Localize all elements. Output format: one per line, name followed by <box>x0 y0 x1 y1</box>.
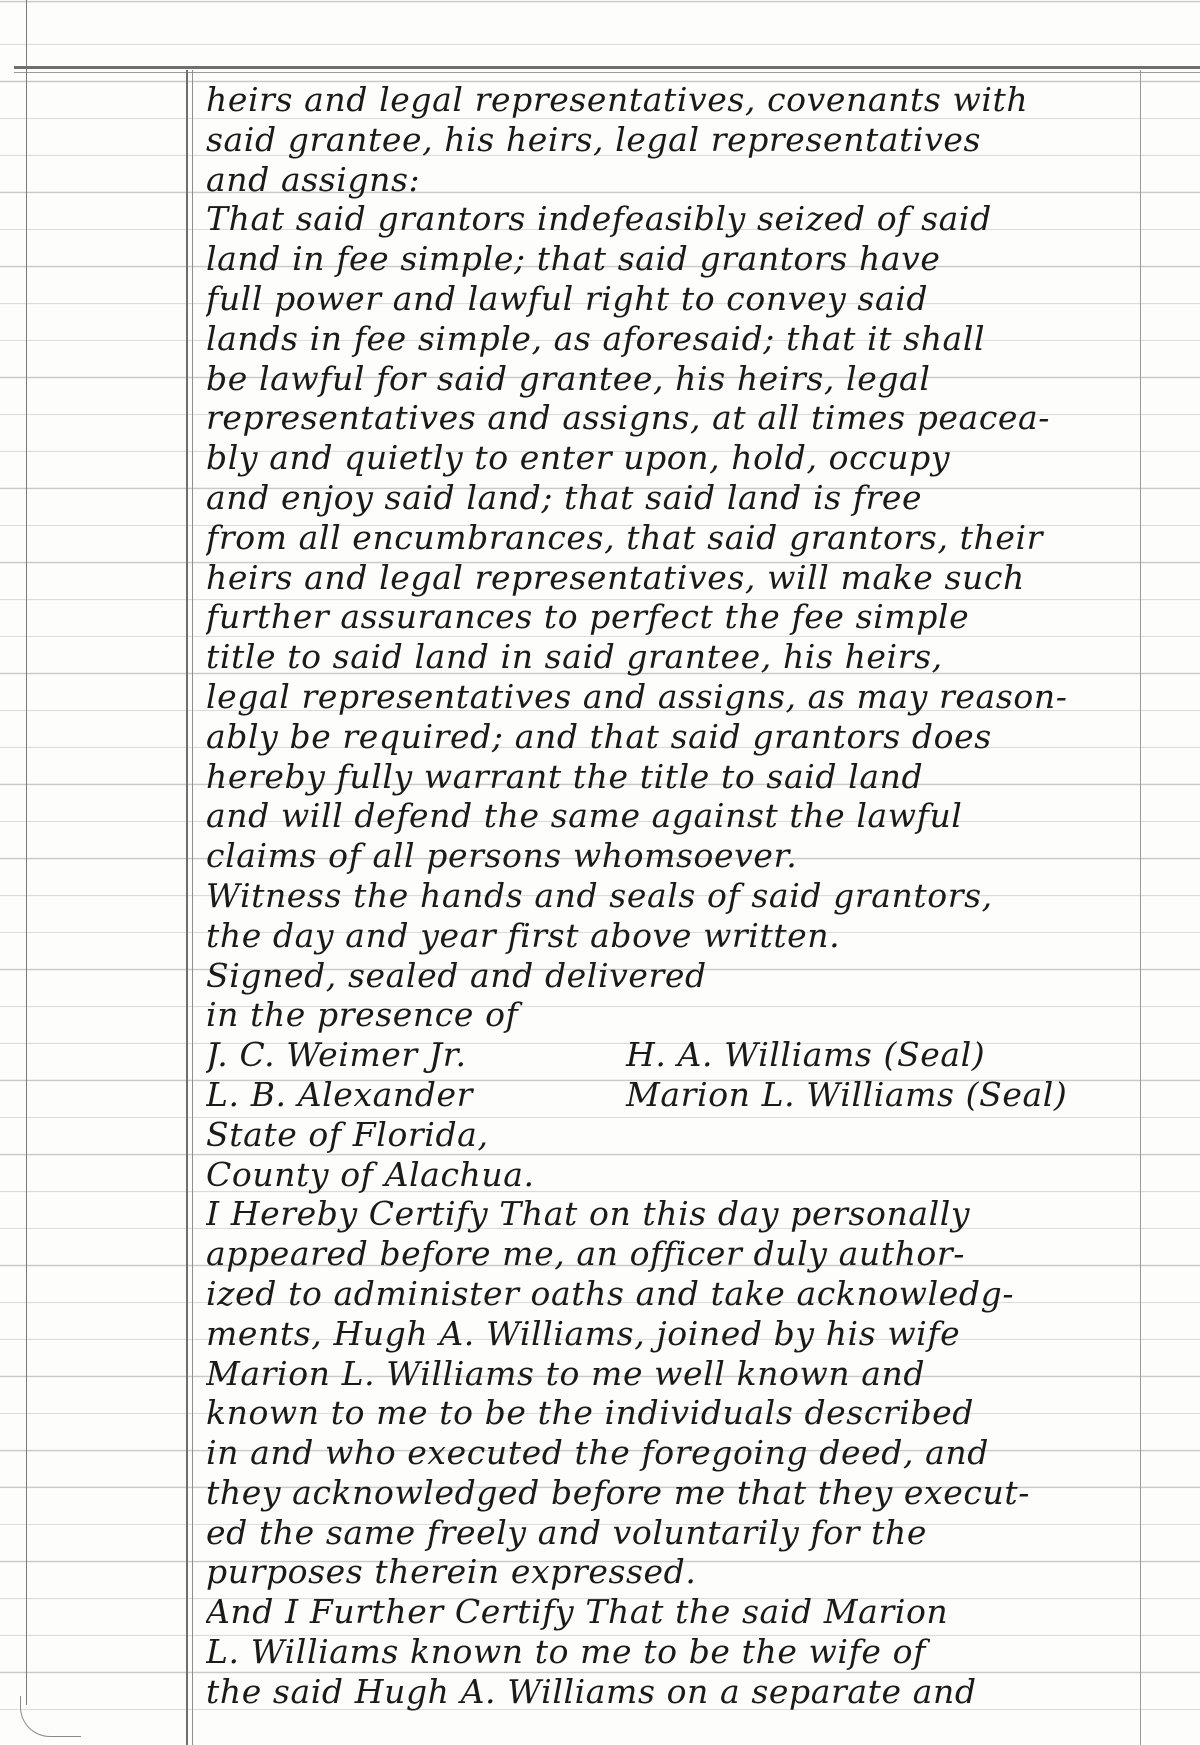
text-line: heirs and legal representatives, covenants with <box>206 80 1029 119</box>
text-line: the said Hugh A. Williams on a separate and <box>206 1671 977 1711</box>
venue-line: State of Florida, <box>206 1114 489 1154</box>
witness-signature: L. B. Alexander <box>206 1074 474 1114</box>
text-line: the day and year first above written. <box>206 915 841 955</box>
text-line: L. Williams known to me to be the wife of <box>206 1632 926 1672</box>
text-line: bly and quietly to enter upon, hold, occupy <box>206 438 951 478</box>
text-line: Marion L. Williams to me well known and <box>206 1353 926 1393</box>
signature-line <box>206 1035 1136 1075</box>
signature-line <box>206 1075 1136 1115</box>
margin-line-secondary <box>192 70 193 1745</box>
text-line: heirs and legal representatives, will make such <box>206 557 1025 597</box>
venue-line: County of Alachua. <box>206 1154 535 1194</box>
text-line: Signed, sealed and delivered <box>206 955 707 995</box>
page-left-edge <box>26 0 27 1705</box>
text-line: legal representatives and assigns, as may reason- <box>206 676 1068 716</box>
text-line: in the presence of <box>206 995 519 1035</box>
right-margin-line <box>1140 70 1141 1745</box>
text-line: hereby fully warrant the title to said land <box>206 756 924 796</box>
text-line: said grantee, his heirs, legal representatives <box>206 119 981 159</box>
text-line: Witness the hands and seals of said grantors, <box>206 875 993 915</box>
margin-line <box>186 70 188 1745</box>
text-line: purposes therein expressed. <box>206 1552 697 1592</box>
text-line: ized to administer oaths and take acknowledg- <box>206 1273 1015 1313</box>
text-line: representatives and assigns, at all times peacea- <box>206 398 1051 438</box>
text-line: title to said land in said grantee, his heirs, <box>206 637 943 677</box>
text-line: they acknowledged before me that they execut- <box>206 1472 1030 1512</box>
page-corner <box>20 1696 81 1737</box>
top-rule <box>14 66 1200 69</box>
text-line: full power and lawful right to convey said <box>206 278 929 318</box>
text-line: And I Further Certify That the said Marion <box>206 1592 949 1632</box>
text-line: ably be required; and that said grantors does <box>206 716 992 756</box>
handwritten-deed-text <box>206 80 1136 1712</box>
text-line: That said grantors indefeasibly seized of said <box>206 199 992 239</box>
text-line: be lawful for said grantee, his heirs, legal <box>206 358 931 398</box>
text-line: claims of all persons whomsoever. <box>206 836 798 876</box>
text-line: appeared before me, an officer duly author- <box>206 1234 966 1274</box>
text-line: I Hereby Certify That on this day personally <box>206 1194 971 1234</box>
text-line: in and who executed the foregoing deed, and <box>206 1433 989 1473</box>
text-line: known to me to be the individuals described <box>206 1393 975 1433</box>
text-line: ments, Hugh A. Williams, joined by his wife <box>206 1313 961 1353</box>
text-line: further assurances to perfect the fee simple <box>206 597 970 637</box>
grantor-signature: Marion L. Williams (Seal) <box>626 1074 1068 1114</box>
text-line: ed the same freely and voluntarily for the <box>206 1512 927 1552</box>
text-line: from all encumbrances, that said grantors, their <box>206 517 1044 557</box>
text-line: lands in fee simple, as aforesaid; that it shall <box>206 318 986 358</box>
text-line: and will defend the same against the lawful <box>206 796 963 836</box>
witness-signature: J. C. Weimer Jr. <box>206 1035 467 1075</box>
text-line: and enjoy said land; that said land is free <box>206 477 923 517</box>
text-line: and assigns: <box>206 159 421 199</box>
grantor-signature: H. A. Williams (Seal) <box>626 1035 986 1075</box>
text-line: land in fee simple; that said grantors have <box>206 239 941 279</box>
